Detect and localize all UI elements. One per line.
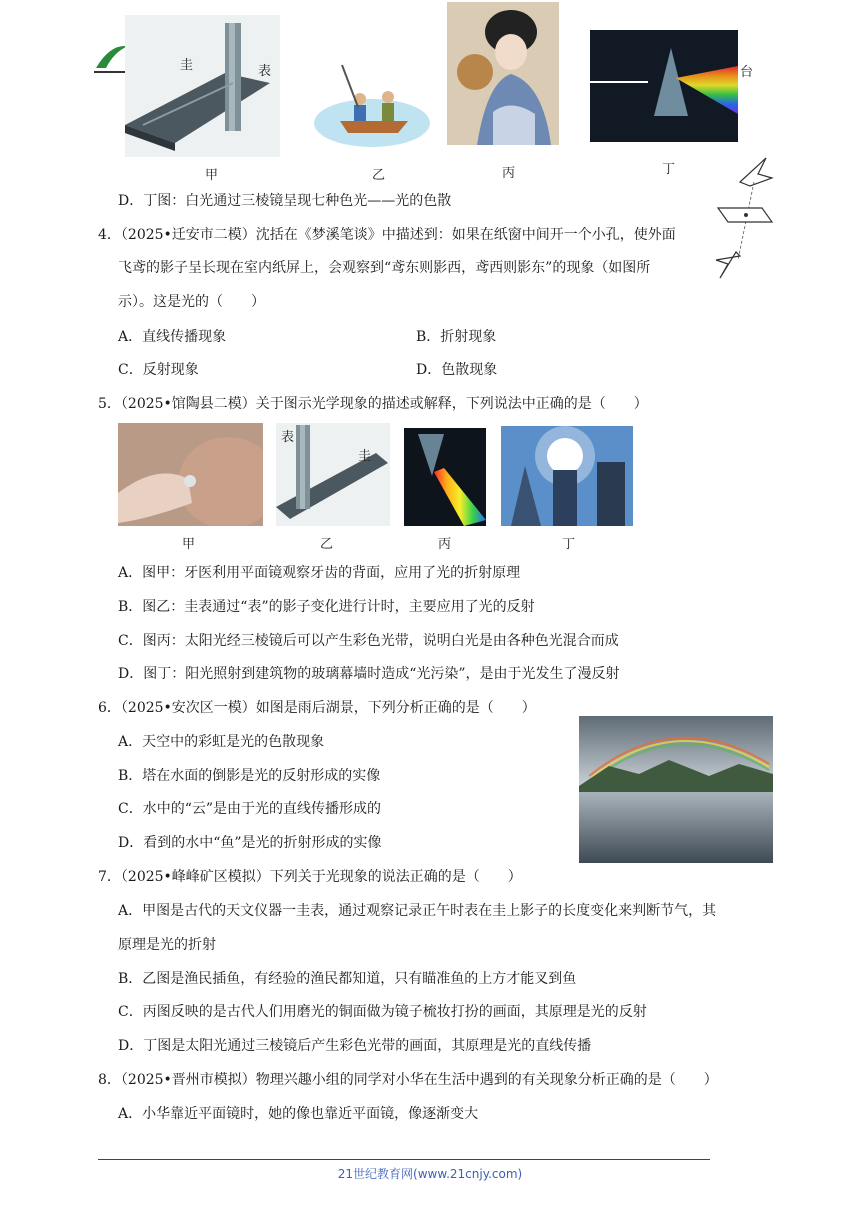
- q4-option-d: D．色散现象: [416, 362, 498, 378]
- q5-caption-jia: 甲: [182, 537, 196, 552]
- figure-prism: [590, 30, 738, 142]
- figure-prism-2: [404, 428, 486, 526]
- figure-rainbow-lake: [579, 716, 773, 863]
- q6-option-c: C．水中的“云”是由于光的直线传播形成的: [118, 801, 382, 817]
- q5-caption-bing: 丙: [438, 537, 452, 552]
- figure-gui-biao: [125, 15, 280, 157]
- footer-rule: [98, 1159, 710, 1160]
- q5-stem: 5．（2025•馆陶县二模）关于图示光学现象的描述或解释，下列说法中正确的是（ ）: [98, 396, 648, 412]
- q4-option-b: B．折射现象: [416, 329, 497, 345]
- caption-yi: 乙: [372, 168, 386, 183]
- q5-caption-ding: 丁: [562, 537, 576, 552]
- q5-caption-yi: 乙: [320, 537, 334, 552]
- q6-option-b: B．塔在水面的倒影是光的反射形成的实像: [118, 768, 381, 784]
- label-biao-2: 表: [281, 430, 295, 445]
- figure-dentist: [118, 423, 263, 526]
- q7-option-c: C．丙图反映的是古代人们用磨光的铜面做为镜子梳妆打扮的画面，其原理是光的反射: [118, 1004, 647, 1020]
- q3-option-d: D．丁图：白光通过三棱镜呈现七种色光——光的色散: [118, 193, 452, 209]
- q7-stem: 7．（2025•峰峰矿区模拟）下列关于光现象的说法正确的是（ ）: [98, 869, 522, 885]
- figure-glass-building: [501, 426, 633, 526]
- label-tai: 台: [740, 65, 754, 80]
- q6-stem: 6．（2025•安次区一模）如图是雨后湖景，下列分析正确的是（ ）: [98, 700, 536, 716]
- q4-option-c: C．反射现象: [118, 362, 199, 378]
- footer-source[interactable]: 21世纪教育网(www.21cnjy.com): [337, 1167, 523, 1181]
- q7-option-a-line-2: 原理是光的折射: [118, 937, 216, 953]
- q5-option-a: A．图甲：牙医利用平面镜观察牙齿的背面，应用了光的折射原理: [118, 565, 521, 581]
- caption-jia: 甲: [205, 168, 219, 183]
- q5-option-c: C．图丙：太阳光经三棱镜后可以产生彩色光带，说明白光是由各种色光混合而成: [118, 633, 619, 649]
- q5-option-b: B．图乙：圭表通过“表”的影子变化进行计时，主要应用了光的反射: [118, 599, 535, 615]
- figure-kite-pinhole: [714, 152, 776, 288]
- label-biao: 表: [258, 64, 272, 79]
- q8-stem: 8．（2025•晋州市模拟）物理兴趣小组的同学对小华在生活中遇到的有关现象分析正确的是（ ）: [98, 1072, 718, 1088]
- q4-stem-line-2: 飞鸢的影子呈长现在室内纸屏上，会观察到“鸢东则影西，鸢西则影东”的现象（如图所: [118, 260, 651, 276]
- figure-bronze-mirror: [447, 2, 559, 145]
- q8-option-a: A．小华靠近平面镜时，她的像也靠近平面镜，像逐渐变大: [118, 1106, 479, 1122]
- q4-stem-line-1: 4．（2025•迁安市二模）沈括在《梦溪笔谈》中描述到：如果在纸窗中间开一个小孔，使外面: [98, 227, 676, 243]
- caption-ding: 丁: [662, 162, 676, 177]
- q5-option-d: D．图丁：阳光照射到建筑物的玻璃幕墙时造成“光污染”，是由于光发生了漫反射: [118, 666, 620, 682]
- q4-option-a: A．直线传播现象: [118, 329, 227, 345]
- q7-option-d: D．丁图是太阳光通过三棱镜后产生彩色光带的画面，其原理是光的直线传播: [118, 1038, 592, 1054]
- q6-option-a: A．天空中的彩虹是光的色散现象: [118, 734, 325, 750]
- caption-bing: 丙: [502, 166, 516, 181]
- figure-fisherman: [312, 55, 432, 150]
- label-gui-2: 圭: [358, 449, 372, 464]
- q4-stem-line-3: 示）。这是光的（ ）: [118, 294, 265, 310]
- q7-option-b: B．乙图是渔民插鱼，有经验的渔民都知道，只有瞄准鱼的上方才能叉到鱼: [118, 971, 577, 987]
- q7-option-a-line-1: A．甲图是古代的天文仪器一圭表，通过观察记录正午时表在圭上影子的长度变化来判断节气，其: [118, 903, 717, 919]
- q6-option-d: D．看到的水中“鱼”是光的折射形成的实像: [118, 835, 382, 851]
- label-gui: 圭: [180, 58, 194, 73]
